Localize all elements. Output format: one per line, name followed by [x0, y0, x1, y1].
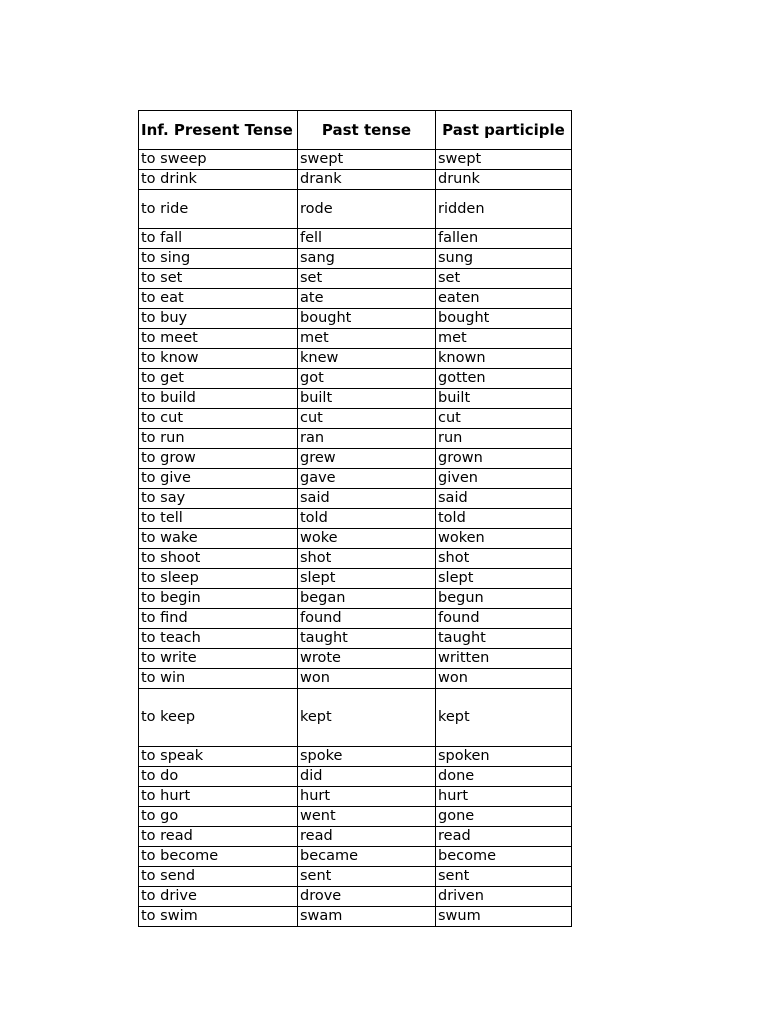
past-tense-cell: became [298, 847, 436, 867]
table-row [139, 827, 572, 847]
past-participle-cell: drunk [436, 170, 572, 190]
infinitive-cell: to sleep [139, 569, 298, 589]
table-row [139, 369, 572, 389]
past-participle-cell: sent [436, 867, 572, 887]
table-row [139, 349, 572, 369]
header-row [139, 111, 572, 150]
past-participle-cell: swum [436, 907, 572, 927]
table-row [139, 509, 572, 529]
past-participle-cell: found [436, 609, 572, 629]
past-tense-cell: slept [298, 569, 436, 589]
table-row [139, 569, 572, 589]
table-header [139, 111, 572, 150]
past-tense-cell: did [298, 767, 436, 787]
past-tense-cell: began [298, 589, 436, 609]
table-row [139, 847, 572, 867]
past-participle-cell: said [436, 489, 572, 509]
infinitive-cell: to eat [139, 289, 298, 309]
past-participle-cell: fallen [436, 229, 572, 249]
past-participle-cell: woken [436, 529, 572, 549]
past-tense-cell: fell [298, 229, 436, 249]
infinitive-cell: to begin [139, 589, 298, 609]
past-participle-cell: done [436, 767, 572, 787]
past-participle-cell: begun [436, 589, 572, 609]
infinitive-cell: to sing [139, 249, 298, 269]
table-row [139, 289, 572, 309]
past-tense-cell: built [298, 389, 436, 409]
table-row [139, 170, 572, 190]
past-participle-cell: driven [436, 887, 572, 907]
past-tense-cell: drove [298, 887, 436, 907]
table-row [139, 449, 572, 469]
table-row [139, 529, 572, 549]
infinitive-cell: to become [139, 847, 298, 867]
table-row [139, 469, 572, 489]
table-row [139, 689, 572, 747]
infinitive-cell: to say [139, 489, 298, 509]
table-row [139, 329, 572, 349]
table-row [139, 389, 572, 409]
table-row [139, 249, 572, 269]
past-tense-cell: knew [298, 349, 436, 369]
past-tense-cell: sent [298, 867, 436, 887]
table-row [139, 767, 572, 787]
past-tense-cell: drank [298, 170, 436, 190]
header-infinitive: Inf. Present Tense [139, 111, 298, 150]
table-row [139, 807, 572, 827]
table-body [139, 150, 572, 927]
past-participle-cell: taught [436, 629, 572, 649]
past-tense-cell: woke [298, 529, 436, 549]
past-participle-cell: ridden [436, 190, 572, 229]
infinitive-cell: to keep [139, 689, 298, 747]
infinitive-cell: to get [139, 369, 298, 389]
table-row [139, 649, 572, 669]
past-participle-cell: swept [436, 150, 572, 170]
past-tense-cell: won [298, 669, 436, 689]
table-row [139, 609, 572, 629]
table-row [139, 887, 572, 907]
past-tense-cell: kept [298, 689, 436, 747]
infinitive-cell: to wake [139, 529, 298, 549]
past-participle-cell: written [436, 649, 572, 669]
past-participle-cell: sung [436, 249, 572, 269]
past-tense-cell: ran [298, 429, 436, 449]
infinitive-cell: to win [139, 669, 298, 689]
table-row [139, 669, 572, 689]
past-participle-cell: met [436, 329, 572, 349]
past-participle-cell: won [436, 669, 572, 689]
past-tense-cell: cut [298, 409, 436, 429]
infinitive-cell: to swim [139, 907, 298, 927]
table-row [139, 309, 572, 329]
table-row [139, 747, 572, 767]
table-row [139, 629, 572, 649]
table-row [139, 409, 572, 429]
table-row [139, 907, 572, 927]
infinitive-cell: to hurt [139, 787, 298, 807]
table-row [139, 549, 572, 569]
table-row [139, 429, 572, 449]
past-tense-cell: rode [298, 190, 436, 229]
infinitive-cell: to find [139, 609, 298, 629]
table-row [139, 229, 572, 249]
table-row [139, 150, 572, 170]
past-tense-cell: taught [298, 629, 436, 649]
table-row [139, 787, 572, 807]
past-tense-cell: set [298, 269, 436, 289]
infinitive-cell: to write [139, 649, 298, 669]
table-row [139, 867, 572, 887]
past-participle-cell: run [436, 429, 572, 449]
infinitive-cell: to know [139, 349, 298, 369]
past-tense-cell: went [298, 807, 436, 827]
past-tense-cell: met [298, 329, 436, 349]
past-tense-cell: gave [298, 469, 436, 489]
past-participle-cell: told [436, 509, 572, 529]
past-tense-cell: spoke [298, 747, 436, 767]
header-past-participle: Past participle [436, 111, 572, 150]
past-tense-cell: hurt [298, 787, 436, 807]
table-row [139, 269, 572, 289]
infinitive-cell: to fall [139, 229, 298, 249]
past-tense-cell: shot [298, 549, 436, 569]
infinitive-cell: to go [139, 807, 298, 827]
past-participle-cell: read [436, 827, 572, 847]
past-participle-cell: spoken [436, 747, 572, 767]
infinitive-cell: to drink [139, 170, 298, 190]
past-participle-cell: gotten [436, 369, 572, 389]
infinitive-cell: to speak [139, 747, 298, 767]
infinitive-cell: to send [139, 867, 298, 887]
past-participle-cell: bought [436, 309, 572, 329]
infinitive-cell: to shoot [139, 549, 298, 569]
past-tense-cell: found [298, 609, 436, 629]
header-past-tense: Past tense [298, 111, 436, 150]
verb-table [138, 110, 572, 927]
past-tense-cell: wrote [298, 649, 436, 669]
infinitive-cell: to run [139, 429, 298, 449]
infinitive-cell: to build [139, 389, 298, 409]
past-participle-cell: given [436, 469, 572, 489]
past-participle-cell: grown [436, 449, 572, 469]
past-participle-cell: hurt [436, 787, 572, 807]
infinitive-cell: to teach [139, 629, 298, 649]
infinitive-cell: to do [139, 767, 298, 787]
past-participle-cell: set [436, 269, 572, 289]
infinitive-cell: to drive [139, 887, 298, 907]
past-tense-cell: said [298, 489, 436, 509]
infinitive-cell: to tell [139, 509, 298, 529]
past-participle-cell: eaten [436, 289, 572, 309]
past-tense-cell: read [298, 827, 436, 847]
table-row [139, 190, 572, 229]
past-tense-cell: swept [298, 150, 436, 170]
infinitive-cell: to meet [139, 329, 298, 349]
past-tense-cell: grew [298, 449, 436, 469]
infinitive-cell: to set [139, 269, 298, 289]
infinitive-cell: to ride [139, 190, 298, 229]
infinitive-cell: to cut [139, 409, 298, 429]
past-tense-cell: bought [298, 309, 436, 329]
table-row [139, 589, 572, 609]
past-participle-cell: shot [436, 549, 572, 569]
infinitive-cell: to sweep [139, 150, 298, 170]
past-participle-cell: kept [436, 689, 572, 747]
infinitive-cell: to buy [139, 309, 298, 329]
past-participle-cell: become [436, 847, 572, 867]
past-tense-cell: ate [298, 289, 436, 309]
past-participle-cell: slept [436, 569, 572, 589]
past-participle-cell: built [436, 389, 572, 409]
infinitive-cell: to read [139, 827, 298, 847]
past-tense-cell: swam [298, 907, 436, 927]
infinitive-cell: to give [139, 469, 298, 489]
past-participle-cell: gone [436, 807, 572, 827]
infinitive-cell: to grow [139, 449, 298, 469]
past-participle-cell: cut [436, 409, 572, 429]
past-participle-cell: known [436, 349, 572, 369]
past-tense-cell: told [298, 509, 436, 529]
past-tense-cell: got [298, 369, 436, 389]
table-row [139, 489, 572, 509]
past-tense-cell: sang [298, 249, 436, 269]
